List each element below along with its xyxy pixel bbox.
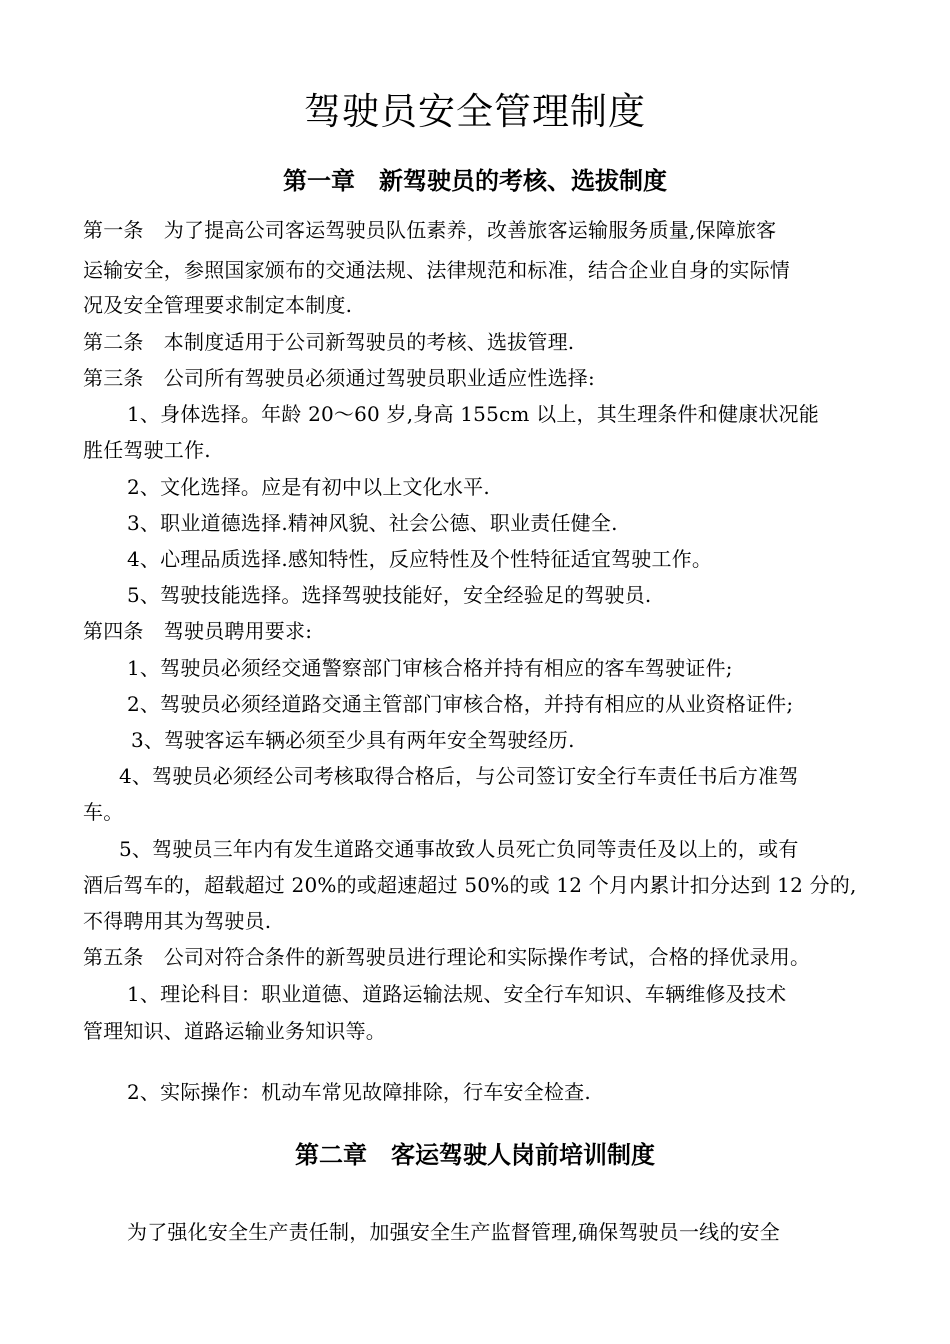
paragraph-line: 4、驾驶员必须经公司考核取得合格后，与公司签订安全行车责任书后方准驾 [119, 764, 799, 788]
paragraph-line: 1、驾驶员必须经交通警察部门审核合格并持有相应的客车驾驶证件; [127, 656, 733, 680]
paragraph-line: 第三条 公司所有驾驶员必须通过驾驶员职业适应性选择: [83, 366, 595, 390]
paragraph-line: 3、职业道德选择.精神风貌、社会公德、职业责任健全. [127, 511, 618, 535]
paragraph-line: 4、心理品质选择.感知特性，反应特性及个性特征适宜驾驶工作。 [127, 547, 713, 571]
paragraph-line: 2、驾驶员必须经道路交通主管部门审核合格，并持有相应的从业资格证件; [127, 692, 794, 716]
paragraph-line: 酒后驾车的，超载超过 20%的或超速超过 50%的或 12 个月内累计扣分达到 12 分的, [83, 873, 857, 897]
paragraph-line: 第一条 为了提高公司客运驾驶员队伍素养，改善旅客运输服务质量,保障旅客 [83, 218, 777, 242]
document-title: 驾驶员安全管理制度 [304, 90, 646, 133]
paragraph-line: 1、理论科目：职业道德、道路运输法规、安全行车知识、车辆维修及技术 [127, 982, 787, 1006]
chapter-2-heading: 第二章 客运驾驶人岗前培训制度 [295, 1141, 655, 1169]
paragraph-line: 运输安全，参照国家颁布的交通法规、法律规范和标准，结合企业自身的实际情 [83, 258, 790, 282]
paragraph-line: 况及安全管理要求制定本制度. [83, 293, 353, 317]
paragraph-line: 第四条 驾驶员聘用要求: [83, 619, 313, 643]
paragraph-line: 5、驾驶员三年内有发生道路交通事故致人员死亡负同等责任及以上的，或有 [119, 837, 799, 861]
paragraph-line: 3、驾驶客运车辆必须至少具有两年安全驾驶经历. [131, 728, 575, 752]
paragraph-line: 第二条 本制度适用于公司新驾驶员的考核、选拔管理. [83, 330, 575, 354]
paragraph-line: 胜任驾驶工作. [83, 438, 211, 462]
paragraph-line: 第五条 公司对符合条件的新驾驶员进行理论和实际操作考试，合格的择优录用。 [83, 945, 811, 969]
paragraph-line: 管理知识、道路运输业务知识等。 [83, 1019, 386, 1043]
paragraph-line: 车。 [83, 800, 124, 824]
paragraph-line: 2、实际操作：机动车常见故障排除，行车安全检查. [127, 1080, 591, 1104]
paragraph-line: 2、文化选择。应是有初中以上文化水平. [127, 475, 490, 499]
chapter-1-heading: 第一章 新驾驶员的考核、选拔制度 [283, 167, 667, 195]
paragraph-line: 5、驾驶技能选择。选择驾驶技能好，安全经验足的驾驶员. [127, 583, 652, 607]
paragraph-line: 不得聘用其为驾驶员. [83, 909, 272, 933]
paragraph-line: 1、身体选择。年龄 20～60 岁,身高 155cm 以上，其生理条件和健康状况能 [127, 402, 819, 426]
paragraph-line: 为了强化安全生产责任制，加强安全生产监督管理,确保驾驶员一线的安全 [127, 1220, 780, 1244]
